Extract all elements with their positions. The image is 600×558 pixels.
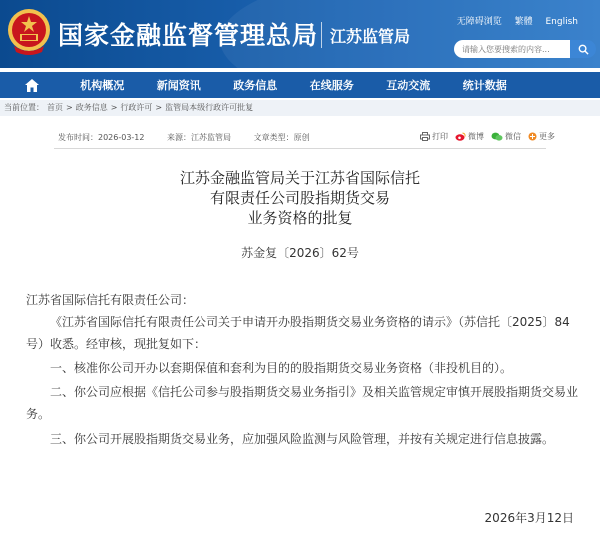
national-emblem-icon [6, 6, 52, 58]
traditional-chinese-link[interactable]: 繁體 [514, 17, 533, 27]
document-date: 2026年3月12日 [484, 511, 574, 525]
nav-item-interaction[interactable]: 互动交流 [386, 79, 431, 92]
document-paragraph: 三、你公司开展股指期货交易业务，应加强风险监测与风险管理，并按有关规定进行信息披露。 [50, 432, 555, 446]
printer-icon [420, 132, 430, 141]
plus-circle-icon [528, 132, 537, 141]
breadcrumb-item-approvals[interactable]: 监管局本级行政许可批复 [165, 103, 254, 112]
document-paragraph: 《江苏省国际信托有限责任公司关于申请开办股指期货交易业务资格的请示》（苏信托〔2025〕84号）收悉。经审核，现批复如下： [26, 315, 570, 351]
english-link[interactable]: English [545, 17, 578, 27]
breadcrumb-item-government-info[interactable]: 政务信息 [75, 103, 108, 112]
accessibility-link[interactable]: 无障碍浏览 [456, 17, 502, 27]
print-button[interactable]: 打印 [420, 131, 448, 142]
site-header [0, 0, 600, 68]
publish-date: 发布时间：2026-03-12 [58, 133, 145, 142]
nav-item-news[interactable]: 新闻资讯 [156, 79, 201, 92]
weibo-share-button[interactable]: 微博 [455, 131, 484, 142]
nav-item-government-info[interactable]: 政务信息 [233, 79, 278, 92]
search-input[interactable] [454, 40, 570, 58]
document-paragraph: 二、你公司应根据《信托公司参与股指期货交易业务指引》及相关监管规定审慎开展股指期货交易业务。 [26, 385, 579, 421]
site-title[interactable]: 国家金融监督管理总局 [58, 21, 319, 50]
nav-home[interactable] [0, 72, 64, 98]
breadcrumb: 当前位置： 首页 > 政务信息 > 行政许可 > 监管局本级行政许可批复 [0, 100, 600, 116]
article-source: 来源：江苏监管局 [167, 133, 232, 142]
wechat-icon [491, 132, 503, 141]
nav-item-statistics[interactable]: 统计数据 [462, 79, 507, 92]
share-bar [420, 131, 562, 142]
weibo-icon [455, 132, 466, 141]
article-meta [58, 132, 330, 143]
breadcrumb-item-home[interactable]: 首页 [47, 103, 63, 112]
article-type: 文章类型：原创 [253, 133, 310, 142]
document-paragraph: 一、核准你公司开办以套期保值和套利为目的的股指期货交易业务资格（非投机目的）。 [50, 361, 513, 375]
home-icon [25, 79, 39, 92]
main-nav [0, 72, 600, 98]
document-addressee: 江苏省国际信托有限责任公司： [26, 293, 195, 307]
more-share-button[interactable]: 更多 [528, 131, 555, 142]
top-links [447, 14, 578, 27]
breadcrumb-item-licensing[interactable]: 行政许可 [120, 103, 153, 112]
breadcrumb-label: 当前位置： [4, 103, 44, 112]
branch-name[interactable]: 江苏监管局 [330, 27, 411, 46]
search-button[interactable] [570, 40, 596, 58]
document-title: 江苏金融监管局关于江苏省国际信托 有限责任公司股指期货交易 业务资格的批复 [179, 169, 420, 227]
nav-item-about[interactable]: 机构概况 [80, 79, 125, 92]
search-icon [578, 44, 589, 55]
nav-item-online-service[interactable]: 在线服务 [309, 79, 354, 92]
document-number: 苏金复〔2026〕62号 [241, 246, 359, 260]
wechat-share-button[interactable]: 微信 [491, 131, 521, 142]
divider [54, 148, 546, 149]
